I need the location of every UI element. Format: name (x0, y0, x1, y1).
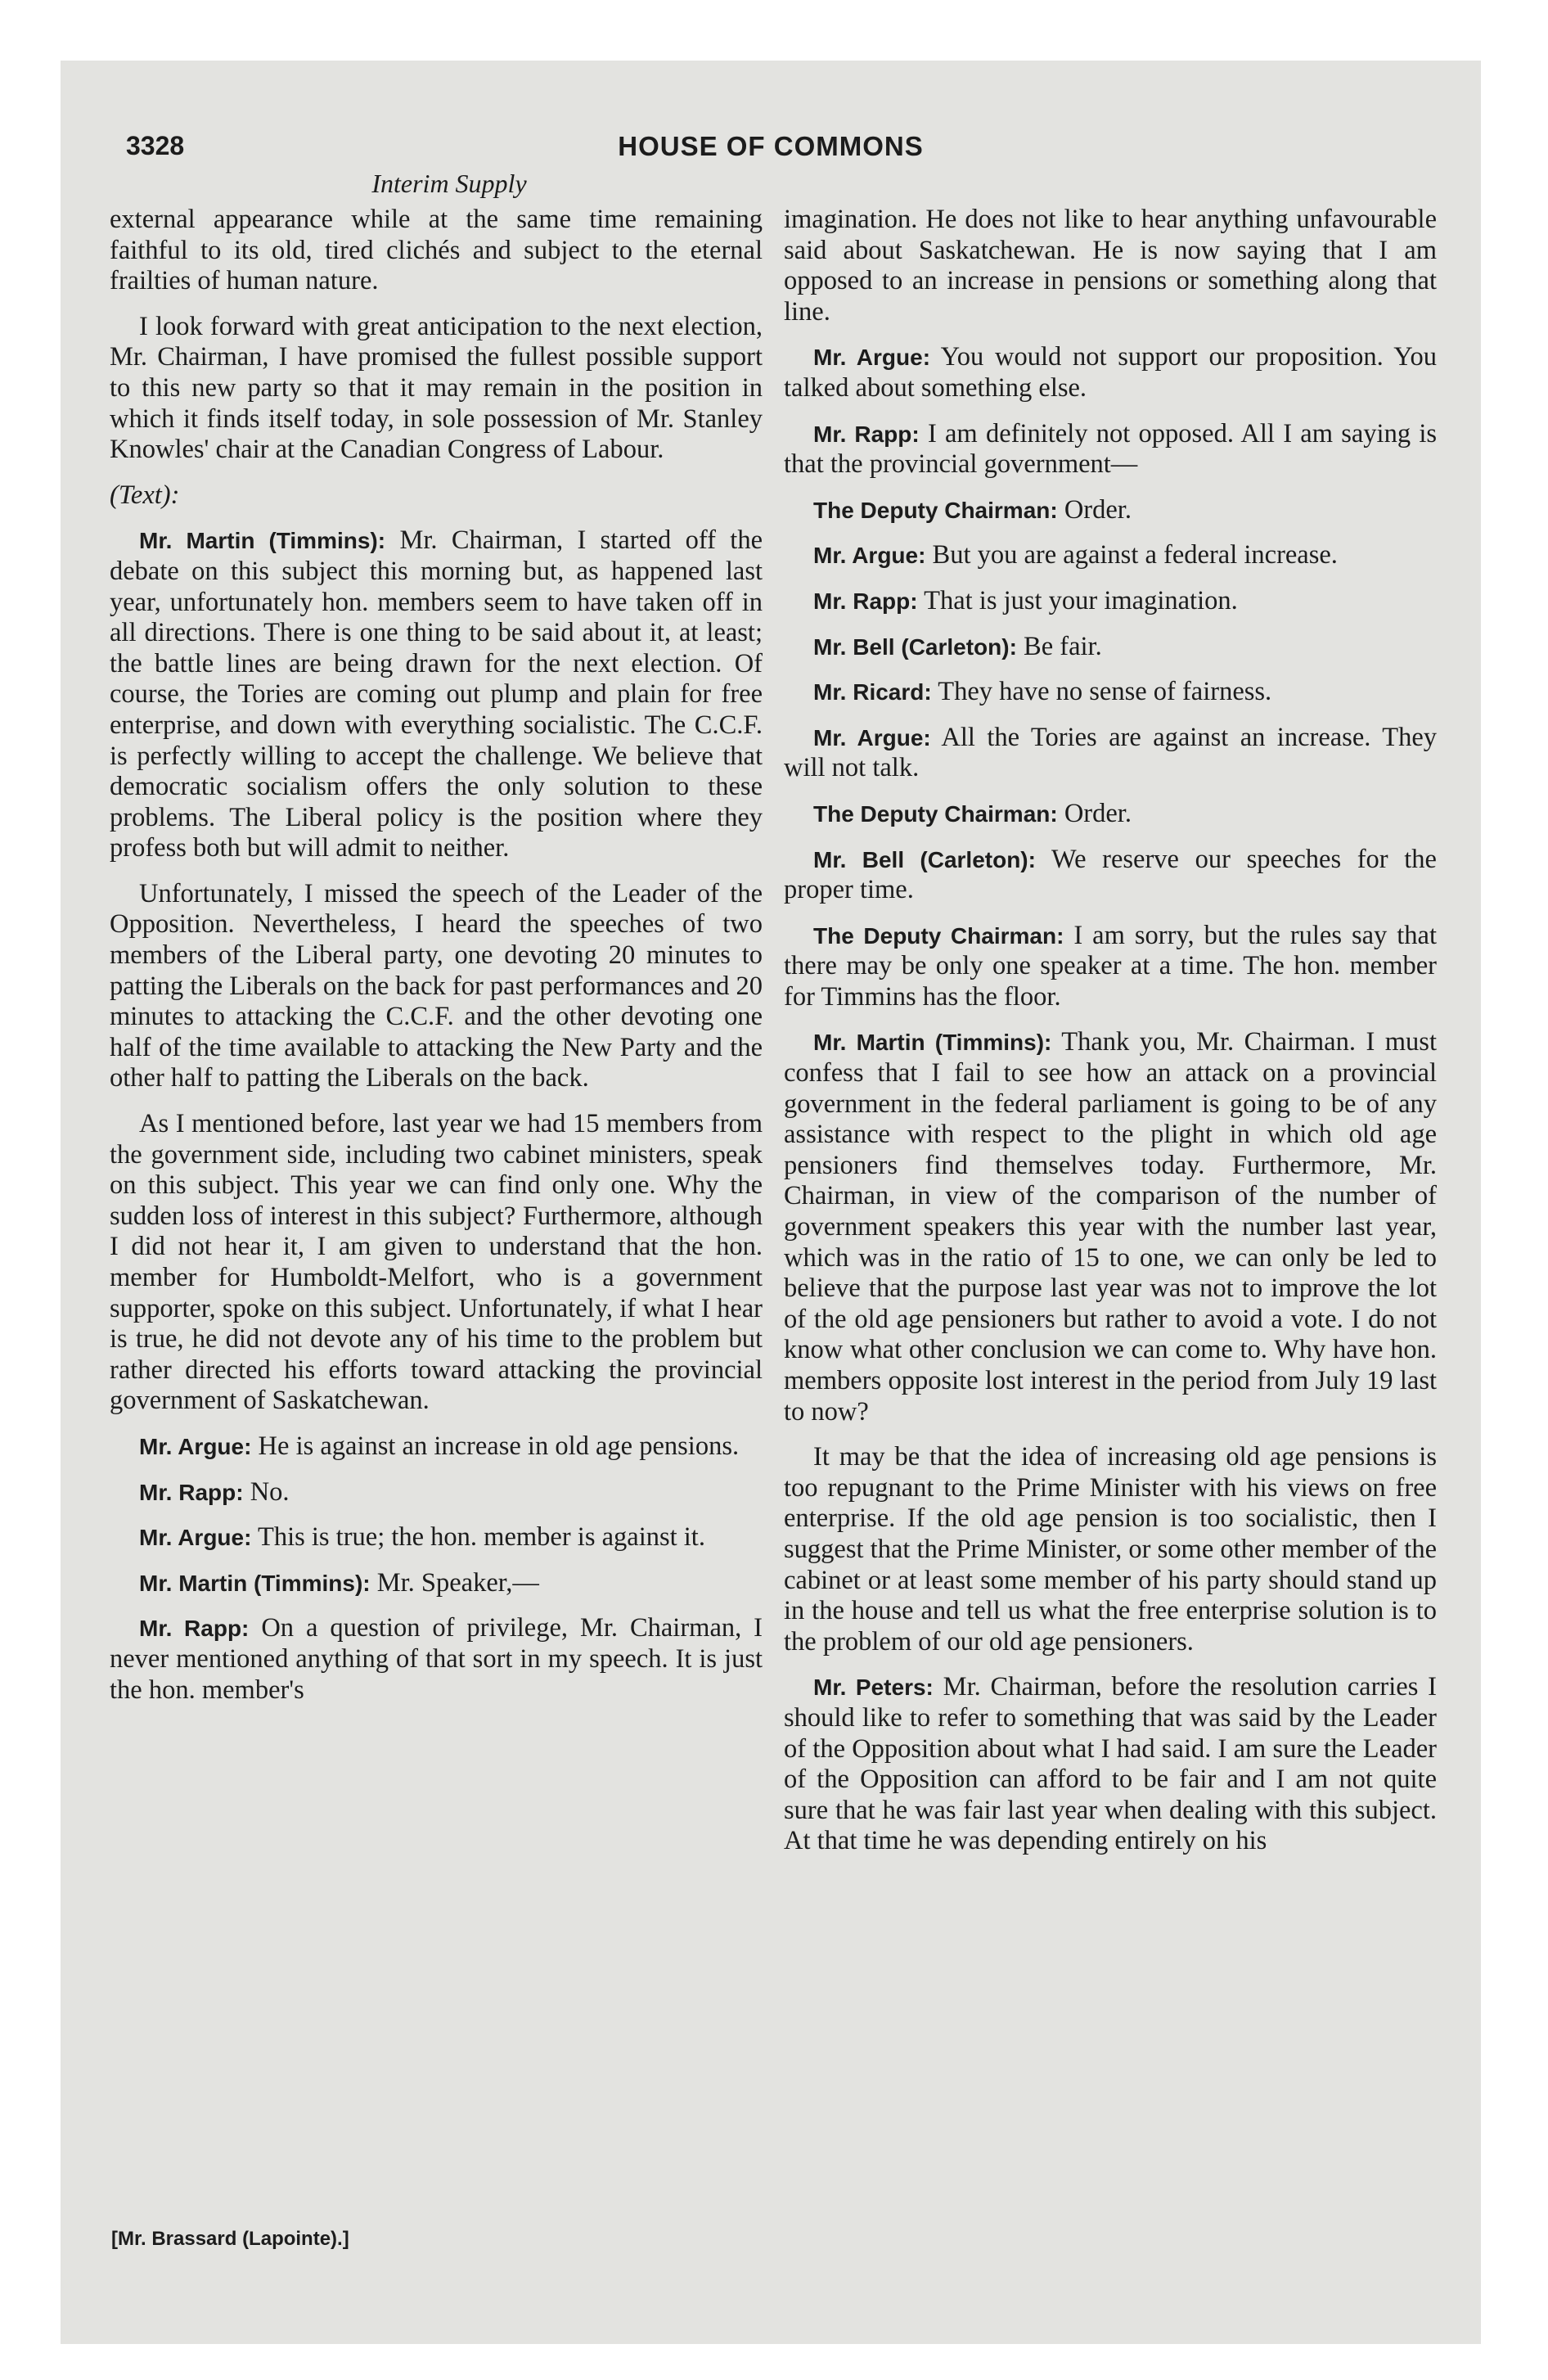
paragraph-text: Order. (1064, 798, 1132, 828)
running-head: Interim Supply (371, 169, 527, 198)
paragraph-text: But you are against a federal increase. (932, 540, 1338, 570)
speaker-name: The Deputy Chairman: (813, 497, 1058, 523)
speaker-name: Mr. Bell (Carleton): (813, 633, 1017, 660)
paragraph (784, 342, 1437, 403)
footer-note: [Mr. Brassard (Lapointe).] (111, 2228, 349, 2250)
paragraph (110, 525, 763, 864)
left-column (110, 205, 763, 1720)
paragraph-text: As I mentioned before, last year we had 15 members from the government side, including two cabinet ministers, speak on this subject. This year we can find only one. Why the sudden loss of interest in this subject? Furthermore, although I did not hear it, I am given to understand that the hon. member for Humboldt-Melfort, who is a government supporter, spoke on this subject. Unfortunately, if what I hear is true, he did not devote any of his time to the problem but rather directed his efforts toward attacking the provincial government of Saskatchewan. (110, 1109, 763, 1416)
paragraph-text: All the Tories are against an increase. They will not talk. (784, 722, 1438, 783)
speaker-name: Mr. Martin (Timmins): (139, 528, 386, 554)
paragraph (110, 205, 763, 297)
paragraph (784, 799, 1437, 830)
paragraph (110, 312, 763, 466)
paragraph-text: I look forward with great anticipation to the next election, Mr. Chairman, I have promised the fullest possible support to this new party so that it may remain in the position in which it finds itself today, in sole possession of Mr. Stanley Knowles' chair at the Canadian Congress of Labour. (110, 311, 763, 465)
paragraph-text: Unfortunately, I missed the speech of the Leader of the Opposition. Nevertheless, I heard the speeches of two members of the Liberal party, one devoting 20 minutes to patting the Liberals on the back for past performances and 20 minutes to attacking the C.C.F. and the other devoting one half of the time available to attacking the New Party and the other half to patting the Liberals on the back. (110, 878, 763, 1093)
paragraph (110, 1613, 763, 1706)
paragraph-text: Thank you, Mr. Chairman. I must confess that I fail to see how an attack on a provincial government in the federal parliament is going to be of any assistance with respect to the plight in which old age pensioners find themselves today. Furthermore, Mr. Chairman, in view of the comparison of the number of government speakers this year with the number last year, which was in the ratio of 15 to one, we can only be led to believe that the purpose last year was not to improve the lot of the old age pensioners but rather to avoid a vote. I do not know what other conclusion we can come to. Why have hon. members opposite lost interest in the period from July 19 last to now? (784, 1027, 1437, 1427)
speaker-name: Mr. Martin (Timmins): (813, 1030, 1052, 1056)
paragraph-text: This is true; the hon. member is against it. (257, 1522, 705, 1553)
paragraph-text: They have no sense of fairness. (938, 677, 1272, 707)
paragraph-text: Order. (1064, 494, 1132, 525)
paragraph (784, 1027, 1437, 1427)
paragraph-text: We reserve our speeches for the proper time. (784, 844, 1437, 905)
paragraph (784, 205, 1437, 327)
paragraph-text: On a question of privilege, Mr. Chairman, I never mentioned anything of that sort in my speech. It is just the hon. member's (110, 1613, 763, 1705)
speaker-name: The Deputy Chairman: (813, 800, 1058, 827)
paragraph-text: (Text): (110, 480, 180, 510)
paragraph-text: Mr. Speaker,— (376, 1567, 539, 1598)
paragraph-text: No. (250, 1476, 290, 1507)
paragraph-text: I am sorry, but the rules say that there may be only one speaker at a time. The hon. member for Timmins has the floor. (784, 920, 1438, 1012)
paragraph (110, 1109, 763, 1417)
speaker-name: Mr. Argue: (139, 1525, 252, 1551)
paragraph-text: He is against an increase in old age pensions. (258, 1431, 740, 1461)
paragraph (110, 480, 763, 512)
paragraph-text: external appearance while at the same time remaining faithful to its old, tired clichés and subject to the eternal frailties of human nature. (110, 205, 763, 296)
speaker-name: Mr. Peters: (813, 1675, 934, 1701)
paragraph-text: I am definitely not opposed. All I am saying is that the provincial government— (784, 418, 1438, 480)
speaker-name: Mr. Argue: (139, 1433, 252, 1459)
speaker-name: Mr. Rapp: (813, 588, 918, 614)
paragraph (110, 1568, 763, 1599)
paragraph (784, 419, 1437, 480)
paragraph (784, 586, 1437, 617)
speaker-name: Mr. Martin (Timmins): (139, 1570, 371, 1596)
paragraph-text: Mr. Chairman, I started off the debate on this subject this morning but, as happened last year, unfortunately hon. members seem to have taken off in all directions. There is one thing to be said about it, at least; the battle lines are being drawn for the next election. Of course, the Tories are coming out plump and plain for free enterprise, and down with everything socialistic. The C.C.F. is perfectly willing to accept the challenge. We believe that democratic socialism offers the only solution to these problems. The Liberal policy is the position where they profess both but will admit to neither. (110, 525, 763, 863)
paragraph-text: imagination. He does not like to hear anything unfavourable said about Saskatchewan. He is now saying that I am opposed to an increase in pensions or something along that line. (784, 205, 1437, 327)
paragraph-text: Mr. Chairman, before the resolution carries I should like to refer to something that was said by the Leader of the Opposition about what I had said. I am sure the Leader of the Opposition can afford to be fair and I am not quite sure that he was fair last year when dealing with this subject. At that time he was depending entirely on his (784, 1672, 1437, 1856)
paragraph (784, 921, 1437, 1013)
speaker-name: Mr. Rapp: (139, 1479, 244, 1505)
speaker-name: Mr. Argue: (813, 345, 931, 371)
paragraph-text: It may be that the idea of increasing old age pensions is too repugnant to the Prime Minister with his views on free enterprise. If the old age pension is too socialistic, then I suggest that the Prime Minister, or some other member of the cabinet or at least some member of his party should stand up in the house and tell us what the free enterprise solution is to the problem of our old age pensioners. (784, 1442, 1437, 1657)
paragraph (784, 540, 1437, 571)
paragraph (784, 632, 1437, 663)
speaker-name: Mr. Bell (Carleton): (813, 846, 1036, 872)
speaker-name: Mr. Ricard: (813, 679, 932, 705)
speaker-name: Mr. Rapp: (813, 421, 920, 447)
paragraph-text: Be fair. (1024, 631, 1102, 661)
paragraph-text: That is just your imagination. (924, 585, 1238, 615)
paragraph (784, 1672, 1437, 1857)
page-title: HOUSE OF COMMONS (618, 131, 924, 161)
paragraph (110, 1477, 763, 1508)
page-number: 3328 (126, 131, 185, 160)
speaker-name: Mr. Argue: (813, 724, 931, 751)
paragraph (110, 879, 763, 1094)
speaker-name: The Deputy Chairman: (813, 922, 1064, 949)
paragraph (110, 1522, 763, 1553)
paragraph (784, 1442, 1437, 1657)
paragraph-text: You would not support our proposition. You talked about something else. (784, 342, 1437, 403)
right-column (784, 205, 1437, 1872)
speaker-name: Mr. Argue: (813, 543, 926, 569)
paragraph (784, 845, 1437, 906)
speaker-name: Mr. Rapp: (139, 1616, 250, 1642)
paragraph (110, 1431, 763, 1463)
paragraph (784, 723, 1437, 784)
document-page (61, 61, 1481, 2344)
paragraph (784, 677, 1437, 708)
paragraph (784, 495, 1437, 526)
